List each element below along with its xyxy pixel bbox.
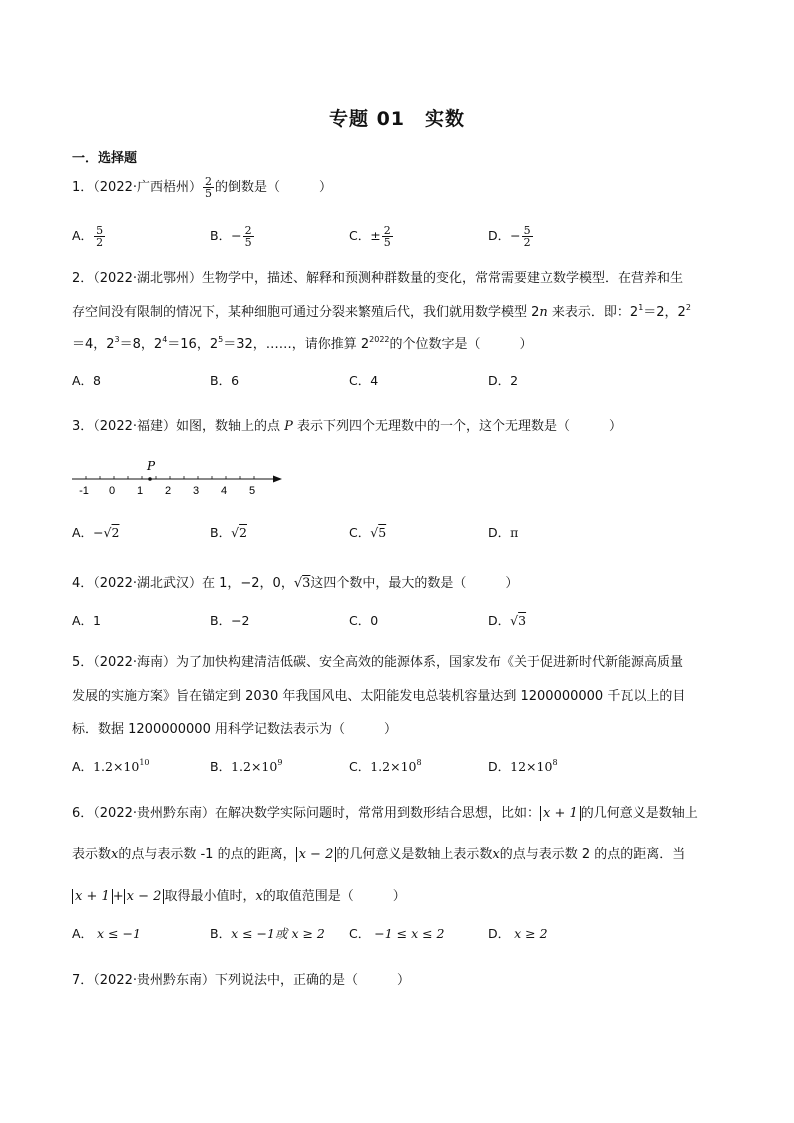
q4-option-d[interactable]: D．√3: [488, 613, 527, 628]
question-2-line-2: 存空间没有限制的情况下，某种细胞可通过分裂来繁殖后代，我们就用数学模型 2n 来表示．即：$2^1=2$，$2^2$: [72, 303, 691, 320]
question-3-stem: 3．（2022·福建）如图，数轴上的点 P 表示下列四个无理数中的一个，这个无理数是（ ）: [72, 419, 623, 434]
number-line-figure: [70, 455, 285, 497]
number-line-tick-label: 5: [248, 485, 256, 497]
number-line-tick-label: -1: [79, 485, 89, 497]
number-line-tick-label: 2: [164, 485, 172, 497]
q1-fraction: $\frac{2}{5}$: [205, 175, 212, 200]
q1-option-c[interactable]: C．± $\frac{2}{5}$: [349, 224, 391, 249]
page-title: 专题 01 实数: [328, 108, 466, 130]
question-6-line-2: 表示数x的点与表示数 -1 的点的距离， x − 2 的几何意义是数轴上表示数x的点与表示数 2 的点的距离．当: [72, 847, 686, 862]
question-5-line-2: 发展的实施方案》旨在锚定到 2030 年我国风电、太阳能发电总装机容量达到 1200000000 千瓦以上的目: [72, 689, 686, 704]
question-2-line-3: ＝4，$2^3=8$，$2^4=16$，$2^5=32$，……，请你推算 $2^{2022}$的个位数字是（ ）: [72, 335, 533, 352]
point-p-marker: [148, 477, 152, 481]
q2-option-c[interactable]: C．4: [349, 373, 379, 388]
q5-option-d[interactable]: D．$12\times 10^8$: [488, 758, 558, 774]
question-5-line-1: 5．（2022·海南）为了加快构建清洁低碳、安全高效的能源体系，国家发布《关于促进新时代新能源高质量: [72, 655, 683, 670]
question-7-stem: 7．（2022·贵州黔东南）下列说法中，正确的是（ ）: [72, 973, 410, 988]
point-p-label: P: [147, 459, 156, 473]
q3-option-d[interactable]: D．π: [488, 525, 519, 540]
question-1-stem: [72, 176, 332, 199]
q6-option-b[interactable]: B．x ≤ −1或 x ≥ 2: [210, 926, 325, 941]
q6-option-c[interactable]: C． −1 ≤ x ≤ 2: [349, 926, 445, 941]
number-line-tick-label: 1: [136, 485, 144, 497]
q3-option-c[interactable]: C．√5: [349, 525, 387, 540]
number-line-tick-label: 4: [220, 485, 228, 497]
q1-option-b[interactable]: B．− $\frac{2}{5}$: [210, 224, 252, 249]
number-line-tick-label: 0: [108, 485, 116, 497]
q5-option-c[interactable]: C．$1.2\times 10^8$: [349, 758, 422, 774]
q5-option-b[interactable]: B．$1.2\times 10^9$: [210, 758, 283, 774]
q2-option-b[interactable]: B．6: [210, 373, 240, 388]
q2-option-d[interactable]: D．2: [488, 373, 519, 388]
q4-option-c[interactable]: C．0: [349, 613, 379, 628]
q6-option-a[interactable]: A． x ≤ −1: [72, 926, 141, 941]
q2-option-a[interactable]: A．8: [72, 373, 102, 388]
q1-option-d[interactable]: D．− $\frac{5}{2}$: [488, 224, 531, 249]
q4-option-b[interactable]: B．−2: [210, 613, 250, 628]
q3-option-a[interactable]: A．−√2: [72, 525, 120, 540]
q4-option-a[interactable]: A．1: [72, 613, 102, 628]
q1-prefix: 1．（2022·广西梧州）: [72, 180, 202, 195]
question-4-stem: 4．（2022·湖北武汉）在 1，−2，0，√3这四个数中，最大的数是（ ）: [72, 576, 519, 591]
q1-option-a[interactable]: A． $\frac{5}{2}$: [72, 224, 104, 249]
q5-option-a[interactable]: A．$1.2\times 10^{10}$: [72, 758, 150, 774]
q1-suffix: 的倒数是（ ）: [215, 180, 333, 195]
question-6-line-3: x + 1 + x − 2 取得最小值时，x的取值范围是（ ）: [72, 889, 406, 905]
axis-arrow-icon: [273, 476, 282, 483]
q6-option-d[interactable]: D． x ≥ 2: [488, 926, 548, 941]
section-heading: 一．选择题: [72, 151, 138, 166]
question-6-line-1: 6．（2022·贵州黔东南）在解决数学实际问题时，常常用到数形结合思想，比如： x + 1 的几何意义是数轴上: [72, 806, 698, 821]
question-5-line-3: 标．数据 1200000000 用科学记数法表示为（ ）: [72, 722, 397, 737]
number-line-tick-label: 3: [192, 485, 200, 497]
question-2-line-1: 2．（2022·湖北鄂州）生物学中，描述、解释和预测种群数量的变化，常常需要建立数学模型．在营养和生: [72, 271, 683, 286]
q3-option-b[interactable]: B．√2: [210, 525, 247, 540]
